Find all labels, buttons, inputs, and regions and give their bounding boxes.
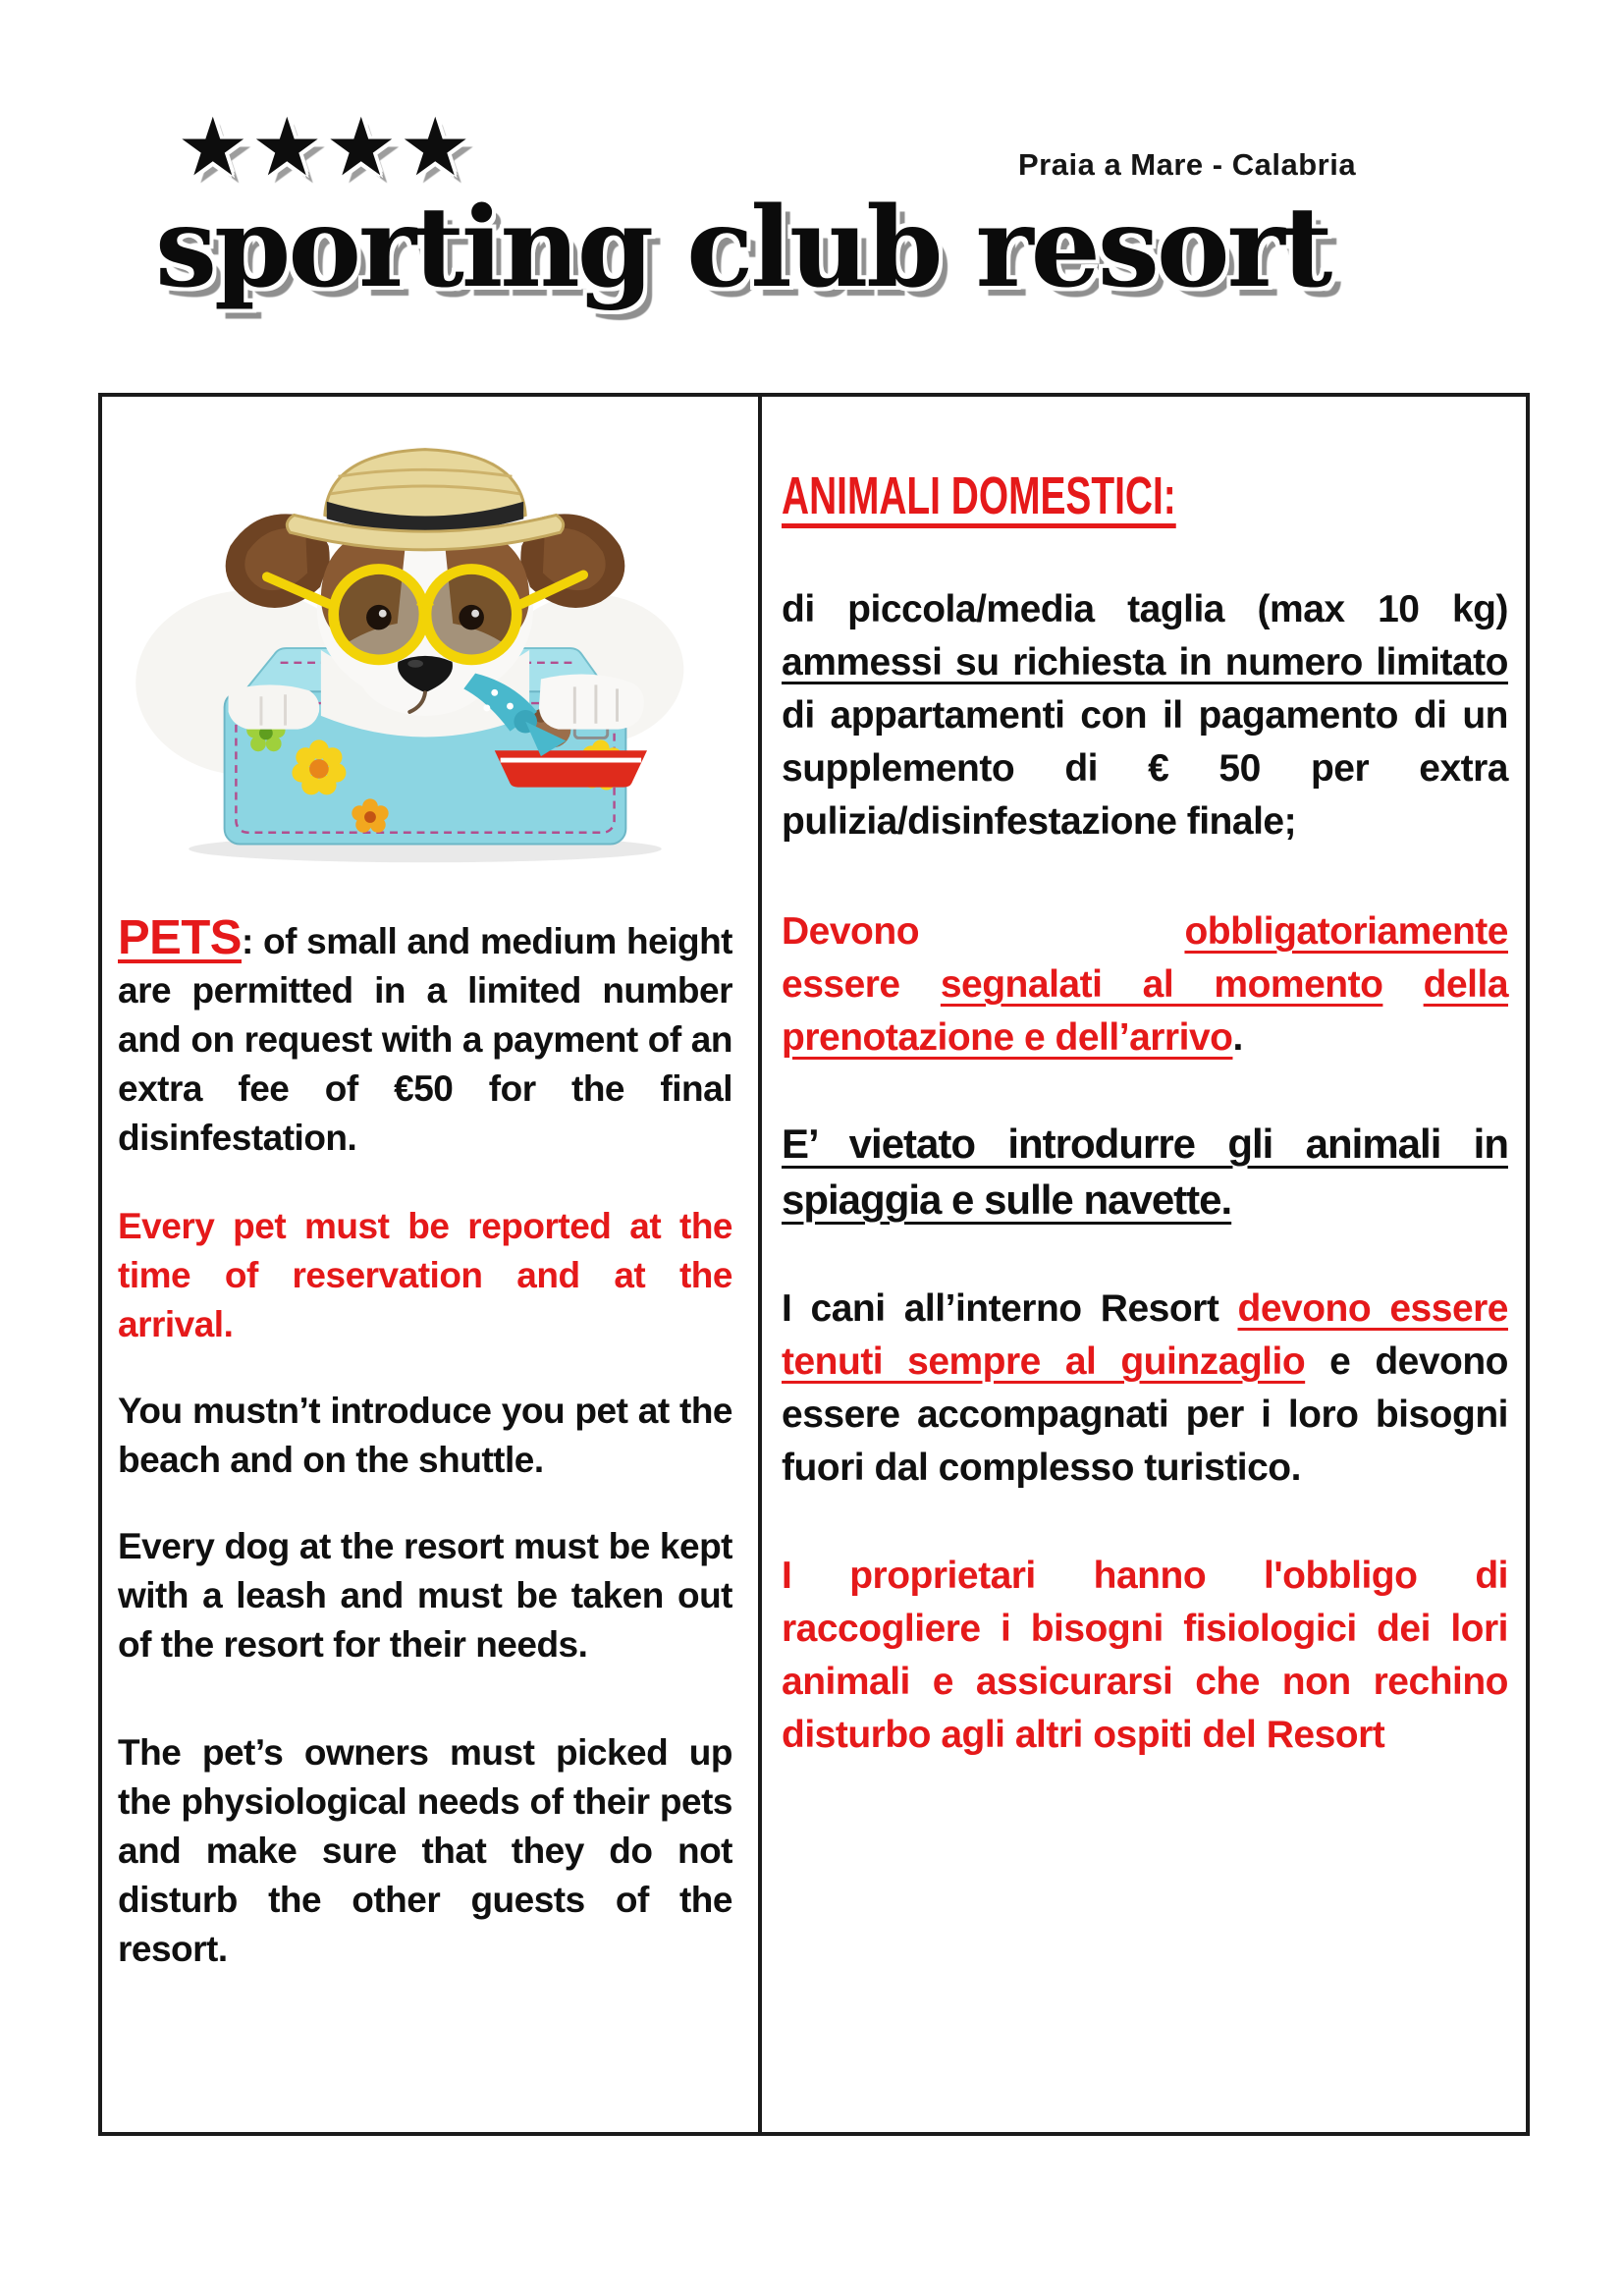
cani-text-b: e devono essere accompagnati per i loro bisogni fuori dal complesso turistico. bbox=[782, 1340, 1508, 1489]
report-paragraph: Every pet must be reported at the time of reservation and at the arrival. bbox=[118, 1206, 732, 1344]
pets-text: of small and medium height are permitted in a limited number and on request with a payment of an extra fee of €50 for the final disinfestation. bbox=[118, 921, 732, 1158]
devono-period: . bbox=[1232, 1016, 1243, 1059]
taglia-paragraph bbox=[782, 583, 1508, 848]
devono-paragraph bbox=[782, 905, 1508, 1065]
vietato-paragraph: E’ vietato introdurre gli animali in spiaggia e sulle navette. bbox=[782, 1121, 1508, 1223]
pets-colon: : bbox=[241, 921, 253, 961]
italian-column bbox=[762, 397, 1526, 2132]
cani-text-a: I cani all’interno Resort bbox=[782, 1287, 1238, 1330]
beach-shuttle-paragraph: You mustn’t introduce you pet at the beach and on the shuttle. bbox=[118, 1391, 732, 1480]
segnalati-underlined: segnalati al momento bbox=[940, 963, 1383, 1006]
devono-text-b: essere bbox=[782, 963, 941, 1006]
obbligatoriamente-underlined: obbligatoriamente bbox=[1184, 910, 1508, 953]
owners-paragraph: The pet’s owners must picked up the physiological needs of their pets and make sure that they do not disturb the other guests of the resort. bbox=[118, 1732, 732, 1969]
resort-logo: sporting club resort bbox=[155, 184, 1330, 312]
pet-policy-table bbox=[98, 393, 1530, 2136]
devono-word: Devono bbox=[782, 910, 920, 953]
prenotazione-underlined: della prenotazione e dell’arrivo bbox=[782, 963, 1509, 1059]
taglia-underlined: ammessi su richiesta in numero limitato bbox=[782, 641, 1508, 683]
leash-paragraph: Every dog at the resort must be kept with a leash and must be taken out of the resort for their needs. bbox=[118, 1526, 732, 1665]
dog-on-suitcase-image bbox=[132, 430, 719, 874]
taglia-text-a: di piccola/media taglia (max 10 kg) bbox=[782, 588, 1508, 630]
devono-space bbox=[1382, 963, 1423, 1006]
four-stars-icon: ★★★★ bbox=[177, 101, 474, 194]
cani-paragraph bbox=[782, 1283, 1508, 1495]
animali-domestici-title: ANIMALI DOMESTICI: bbox=[782, 466, 1176, 525]
location-text: Praia a Mare - Calabria bbox=[1018, 147, 1357, 182]
taglia-text-b: di appartamenti con il pagamento di un supplemento di € 50 per extra pulizia/disinfestazione finale; bbox=[782, 694, 1508, 843]
english-column bbox=[102, 397, 762, 2132]
pets-intro-paragraph bbox=[118, 913, 732, 1163]
dog-illustration bbox=[132, 430, 719, 874]
pets-label: PETS bbox=[118, 911, 242, 964]
proprietari-paragraph: I proprietari hanno l'obbligo di raccogliere i bisogni fisiologici dei lori animali e assicurarsi che non rechino disturbo agli altri ospiti del Resort bbox=[782, 1555, 1508, 1756]
guinzaglio-underlined: devono essere tenuti sempre al guinzaglio bbox=[782, 1287, 1508, 1383]
